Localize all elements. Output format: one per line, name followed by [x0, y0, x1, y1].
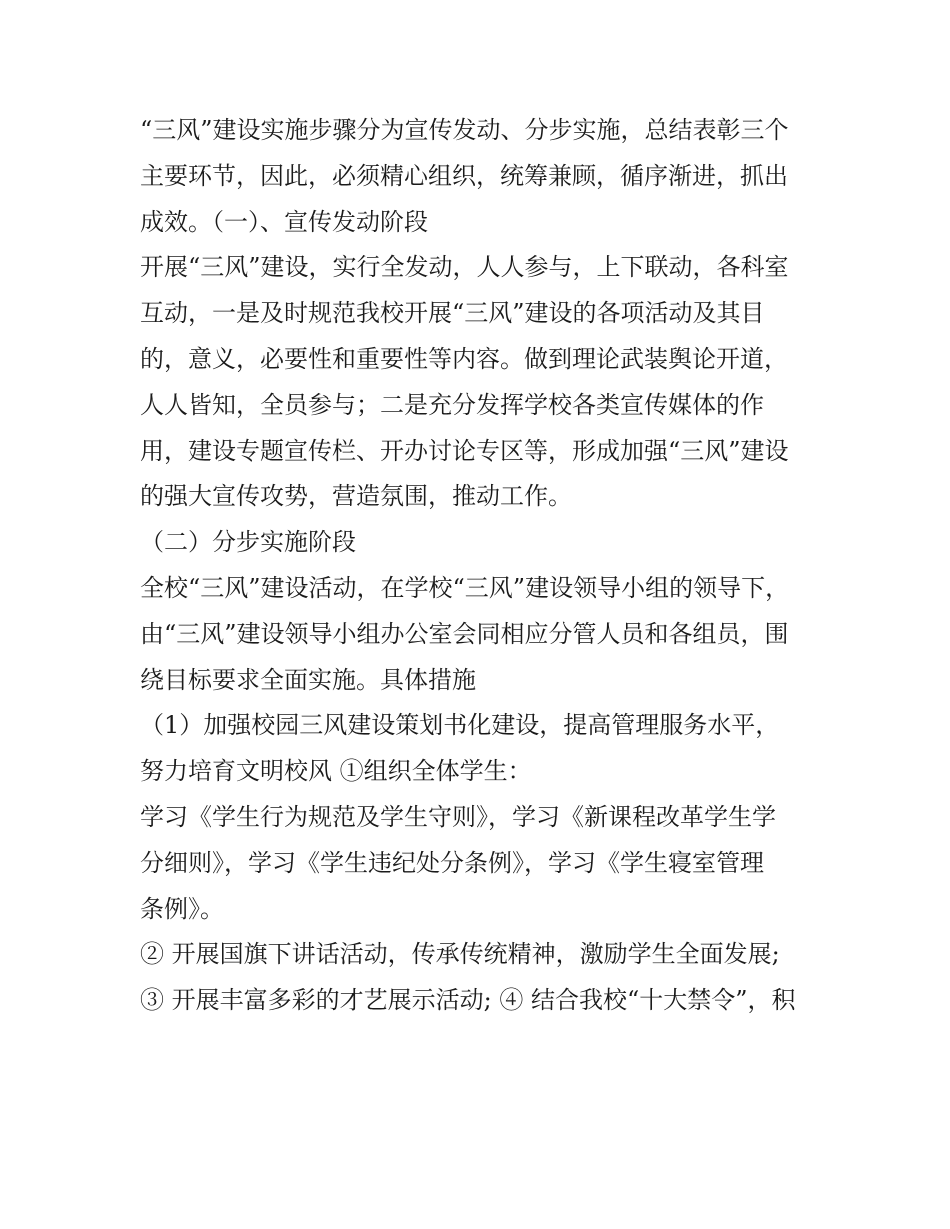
- text-line: 主要环节，因此，必须精心组织，统筹兼顾，循序渐进，抓出: [140, 161, 788, 190]
- text-line: 全校“三风”建设活动，在学校“三风”建设领导小组的领导下，: [140, 573, 790, 602]
- text-line: 绕目标要求全面实施。具体措施: [140, 665, 476, 694]
- text-line: 的强大宣传攻势，营造氛围，推动工作。: [140, 482, 572, 511]
- text-line: 分细则》，学习《学生违纪处分条例》，学习《学生寝室管理: [140, 848, 764, 877]
- text-line: 学习《学生行为规范及学生守则》，学习《新课程改革学生学: [140, 802, 776, 831]
- section-heading: （二）分步实施阶段: [140, 528, 356, 557]
- text-line: 用，建设专题宣传栏、开办讨论专区等，形成加强“三风”建设: [140, 436, 789, 465]
- text-line: “三风”建设实施步骤分为宣传发动、分步实施，总结表彰三个: [140, 116, 789, 144]
- text-line: ② 开展国旗下讲话活动，传承传统精神，激励学生全面发展;: [140, 940, 780, 969]
- document-body: [140, 108, 820, 1024]
- text-line: 开展“三风”建设，实行全发动，人人参与，上下联动，各科室: [140, 253, 789, 282]
- text-line: 由“三风”建设领导小组办公室会同相应分管人员和各组员，围: [140, 619, 789, 648]
- text-line: 成效。（一）、宣传发动阶段: [140, 207, 428, 236]
- text-line: 努力培育文明校风 ①组织全体学生：: [140, 757, 532, 786]
- text-line: 互动，一是及时规范我校开展“三风”建设的各项活动及其目: [140, 299, 765, 328]
- text-line: （1）加强校园三风建设策划书化建设，提高管理服务水平，: [140, 711, 780, 740]
- text-line: ③ 开展丰富多彩的才艺展示活动; ④ 结合我校“十大禁令”，积: [140, 986, 796, 1015]
- text-line: 的，意义，必要性和重要性等内容。做到理论武装舆论开道，: [140, 344, 788, 373]
- text-line: 条例》。: [140, 894, 224, 923]
- text-line: 人人皆知，全员参与；二是充分发挥学校各类宣传媒体的作: [140, 390, 764, 419]
